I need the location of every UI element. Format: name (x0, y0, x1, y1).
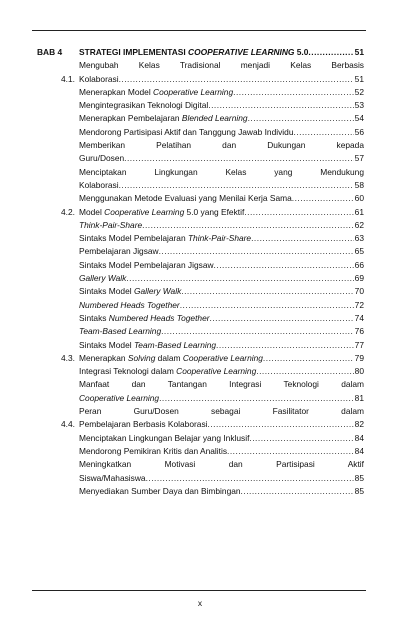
toc-entry-page: 84 (354, 445, 364, 456)
toc-entry-page: 51 (354, 47, 364, 57)
dot-leader (126, 272, 353, 285)
toc-entry-title: Think-Pair-Share (79, 219, 143, 230)
page-number: x (197, 598, 203, 608)
toc-entry[interactable] (37, 59, 364, 86)
toc-entry[interactable] (37, 259, 364, 272)
toc-entry-title: Menerapkan Pembelajaran Blended Learning (79, 113, 248, 124)
toc-entry[interactable] (37, 352, 364, 365)
toc-entry-title: Guru/Dosen (79, 153, 125, 164)
dot-leader (248, 112, 354, 125)
toc-entry[interactable] (37, 445, 364, 458)
toc-entry[interactable] (37, 46, 364, 59)
toc-entry[interactable] (37, 99, 364, 112)
toc-entry-page: 53 (354, 100, 364, 111)
dot-leader (124, 152, 354, 165)
toc-entry[interactable] (37, 378, 364, 405)
dot-leader (159, 392, 354, 405)
toc-entry-page: 62 (354, 219, 364, 230)
toc-entry-page: 63 (354, 233, 364, 244)
toc-entry-title: Pembelajaran Berbasis Kolaborasi (79, 419, 208, 430)
dot-leader (159, 245, 354, 258)
dot-leader (210, 312, 354, 325)
toc-entry-page: 74 (354, 312, 364, 323)
toc-entry-page: 82 (354, 419, 364, 430)
toc-entry-page: 56 (354, 126, 364, 137)
toc-entry-page: 72 (354, 299, 364, 310)
toc-entry-page: 80 (354, 366, 364, 377)
toc-entry-title: Sintaks Model Team-Based Learning (79, 339, 217, 350)
toc-entry[interactable] (37, 206, 364, 219)
toc-entry-page: 70 (354, 286, 364, 297)
toc-entry-title: Kolaborasi (79, 179, 119, 190)
toc-entry-title: Menciptakan Lingkungan Belajar yang Inklusif (79, 432, 250, 443)
dot-leader (119, 179, 354, 192)
toc-entry[interactable] (37, 365, 364, 378)
toc-entry-page: 60 (354, 193, 364, 204)
dot-leader (208, 99, 353, 112)
dot-leader (249, 432, 353, 445)
toc-entry-title: Numbered Heads Together (79, 299, 180, 310)
dot-leader (142, 219, 354, 232)
toc-entry-title: Pembelajaran Jigsaw (79, 246, 159, 257)
toc-entry-number: 4.4. (61, 419, 75, 430)
bottom-rule (32, 590, 366, 591)
toc-entry-title: Sintaks Model Pembelajaran Jigsaw (79, 259, 214, 270)
toc-entry-title: Manfaat dan Tantangan Integrasi Teknologi dalam (79, 379, 364, 390)
toc-entry-title: Sintaks Model Gallery Walk (79, 286, 182, 297)
toc-entry[interactable] (37, 112, 364, 125)
toc-entry[interactable] (37, 245, 364, 258)
toc-entry-title: Sintaks Model Pembelajaran Think-Pair-Share (79, 233, 252, 244)
toc-entry-title: Menggunakan Metode Evaluasi yang Menilai Kerja Sama (79, 193, 292, 204)
dot-leader (161, 325, 354, 338)
toc-entry-number: 4.2. (61, 206, 75, 217)
dot-leader (233, 86, 354, 99)
toc-entry[interactable] (37, 232, 364, 245)
toc-entry-title: Siswa/Mahasiswa (79, 472, 146, 483)
toc-entry[interactable] (37, 339, 364, 352)
dot-leader (119, 73, 354, 86)
toc-entry[interactable] (37, 86, 364, 99)
toc-entry[interactable] (37, 312, 364, 325)
toc-entry-page: 85 (354, 485, 364, 496)
toc-entry-title: Meningkatkan Motivasi dan Partisipasi Aktif (79, 459, 364, 470)
dot-leader (146, 472, 354, 485)
dot-leader (241, 485, 354, 498)
dot-leader (180, 299, 354, 312)
toc-entry-title: Mendorong Pemikiran Kritis dan Analitis (79, 445, 228, 456)
toc-entry[interactable] (37, 432, 364, 445)
toc-entry-page: 51 (354, 73, 364, 84)
toc-entry-number: BAB 4 (37, 47, 63, 57)
toc-entry-number: 4.1. (61, 73, 75, 84)
toc-entry-page: 58 (354, 179, 364, 190)
top-rule (32, 30, 366, 31)
toc-entry-title: Menyediakan Sumber Daya dan Bimbingan (79, 485, 241, 496)
toc-entry-title: Mengintegrasikan Teknologi Digital (79, 100, 209, 111)
toc-entry-page: 85 (354, 472, 364, 483)
toc-entry-page: 84 (354, 432, 364, 443)
toc-entry[interactable] (37, 126, 364, 139)
toc-entry-title: Mendorong Partisipasi Aktif dan Tanggung Jawab Individu (79, 126, 294, 137)
toc-entry-number: 4.3. (61, 352, 75, 363)
dot-leader (292, 192, 354, 205)
toc-entry[interactable] (37, 219, 364, 232)
toc-entry-title: Menerapkan Solving dalam Cooperative Learning (79, 352, 263, 363)
toc-entry-title: Menciptakan Lingkungan Kelas yang Mendukung (79, 166, 364, 177)
dot-leader (227, 445, 354, 458)
table-of-contents (37, 46, 364, 498)
toc-entry-page: 54 (354, 113, 364, 124)
toc-entry[interactable] (37, 405, 364, 432)
toc-entry-title: Sintaks Numbered Heads Together (79, 312, 210, 323)
toc-entry[interactable] (37, 192, 364, 205)
toc-entry-title: STRATEGI IMPLEMENTASI COOPERATIVE LEARNING 5.0 (79, 47, 309, 57)
toc-entry-title: Peran Guru/Dosen sebagai Fasilitator dalam (79, 406, 364, 417)
toc-entry-page: 79 (354, 352, 364, 363)
dot-leader (251, 232, 354, 245)
toc-entry[interactable] (37, 485, 364, 498)
toc-entry-page: 77 (354, 339, 364, 350)
toc-entry-page: 76 (354, 326, 364, 337)
dot-leader (263, 352, 354, 365)
toc-entry[interactable] (37, 325, 364, 338)
toc-entry-title: Menerapkan Model Cooperative Learning (79, 86, 234, 97)
toc-entry-page: 66 (354, 259, 364, 270)
dot-leader (256, 365, 353, 378)
dot-leader (181, 285, 353, 298)
toc-entry-title: Memberikan Pelatihan dan Dukungan kepada (79, 140, 364, 151)
toc-entry-page: 61 (354, 206, 364, 217)
toc-entry[interactable] (37, 139, 364, 166)
toc-entry[interactable] (37, 166, 364, 193)
toc-entry-page: 81 (354, 392, 364, 403)
toc-entry-page: 52 (354, 86, 364, 97)
toc-entry[interactable] (37, 272, 364, 285)
toc-entry-page: 69 (354, 273, 364, 284)
dot-leader (214, 259, 354, 272)
toc-entry-title: Kolaborasi (79, 73, 119, 84)
toc-entry-title: Cooperative Learning (79, 392, 160, 403)
toc-entry-title: Gallery Walk (79, 273, 127, 284)
toc-entry-title: Mengubah Kelas Tradisional menjadi Kelas Berbasis (79, 60, 364, 71)
toc-entry[interactable] (37, 299, 364, 312)
toc-entry[interactable] (37, 285, 364, 298)
toc-entry-page: 65 (354, 246, 364, 257)
toc-entry[interactable] (37, 458, 364, 485)
toc-entry-title: Model Cooperative Learning 5.0 yang Efektif (79, 206, 245, 217)
dot-leader (244, 206, 353, 219)
dot-leader (293, 126, 353, 139)
toc-entry-page: 57 (354, 153, 364, 164)
toc-entry-title: Team-Based Learning (79, 326, 162, 337)
toc-entry-title: Integrasi Teknologi dalam Cooperative Learning (79, 366, 257, 377)
dot-leader (208, 418, 354, 431)
dot-leader (216, 339, 354, 352)
dot-leader (308, 46, 353, 59)
